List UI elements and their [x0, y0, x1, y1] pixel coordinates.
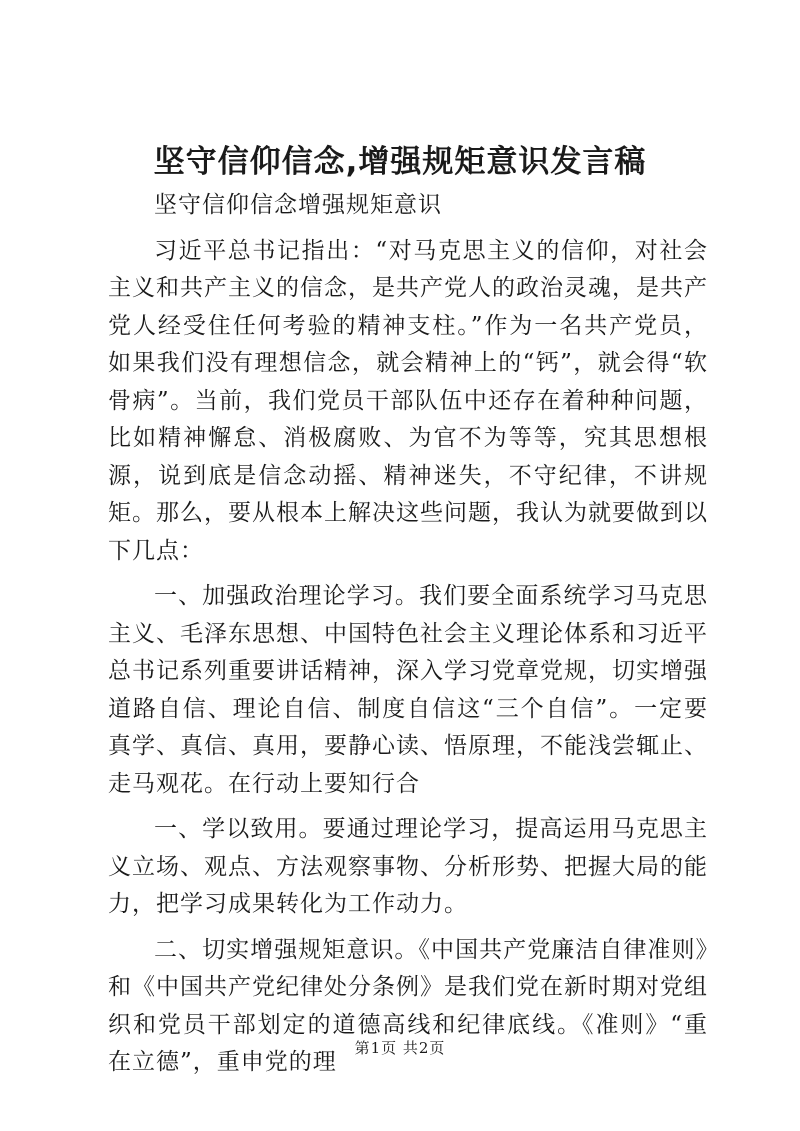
document-title: 坚守信仰信念,增强规矩意识发言稿	[153, 144, 647, 180]
document-body	[108, 187, 708, 1090]
paragraph-subtitle: 坚守信仰信念增强规矩意识	[154, 192, 442, 218]
paragraph-point-two: 二、切实增强规矩意识。《中国共产党廉洁自律准则》和《中国共产党纪律处分条例》是我们党在新时期对党组织和党员干部划定的道德高线和纪律底线。《准则》“重在立德”，重申党的理	[108, 936, 708, 1075]
page-footer: 第1页 共2页	[354, 1039, 446, 1057]
paragraph-intro: 习近平总书记指出：“对马克思主义的信仰，对社会主义和共产主义的信念，是共产党人的政治灵魂，是共产党人经受住任何考验的精神支柱。”作为一名共产党员，如果我们没有理想信念，就会精神上的“钙”，就会得“软骨病”。当前，我们党员干部队伍中还存在着种种问题，比如精神懈怠、消极腐败、为官不为等等，究其思想根源，说到底是信念动摇、精神迷失，不守纪律，不讲规矩。那么，要从根本上解决这些问题，我认为就要做到以下几点：	[108, 237, 708, 564]
paragraph-point-one: 一、加强政治理论学习。我们要全面系统学习马克思主义、毛泽东思想、中国特色社会主义理论体系和习近平总书记系列重要讲话精神，深入学习党章党规，切实增强道路自信、理论自信、制度自信这“三个自信”。一定要真学、真信、真用，要静心读、悟原理，不能浅尝辄止、走马观花。在行动上要知行合	[108, 583, 708, 797]
paragraph-point-one-continued: 一、学以致用。要通过理论学习，提高运用马克思主义立场、观点、方法观察事物、分析形势、把握大局的能力，把学习成果转化为工作动力。	[108, 816, 708, 917]
